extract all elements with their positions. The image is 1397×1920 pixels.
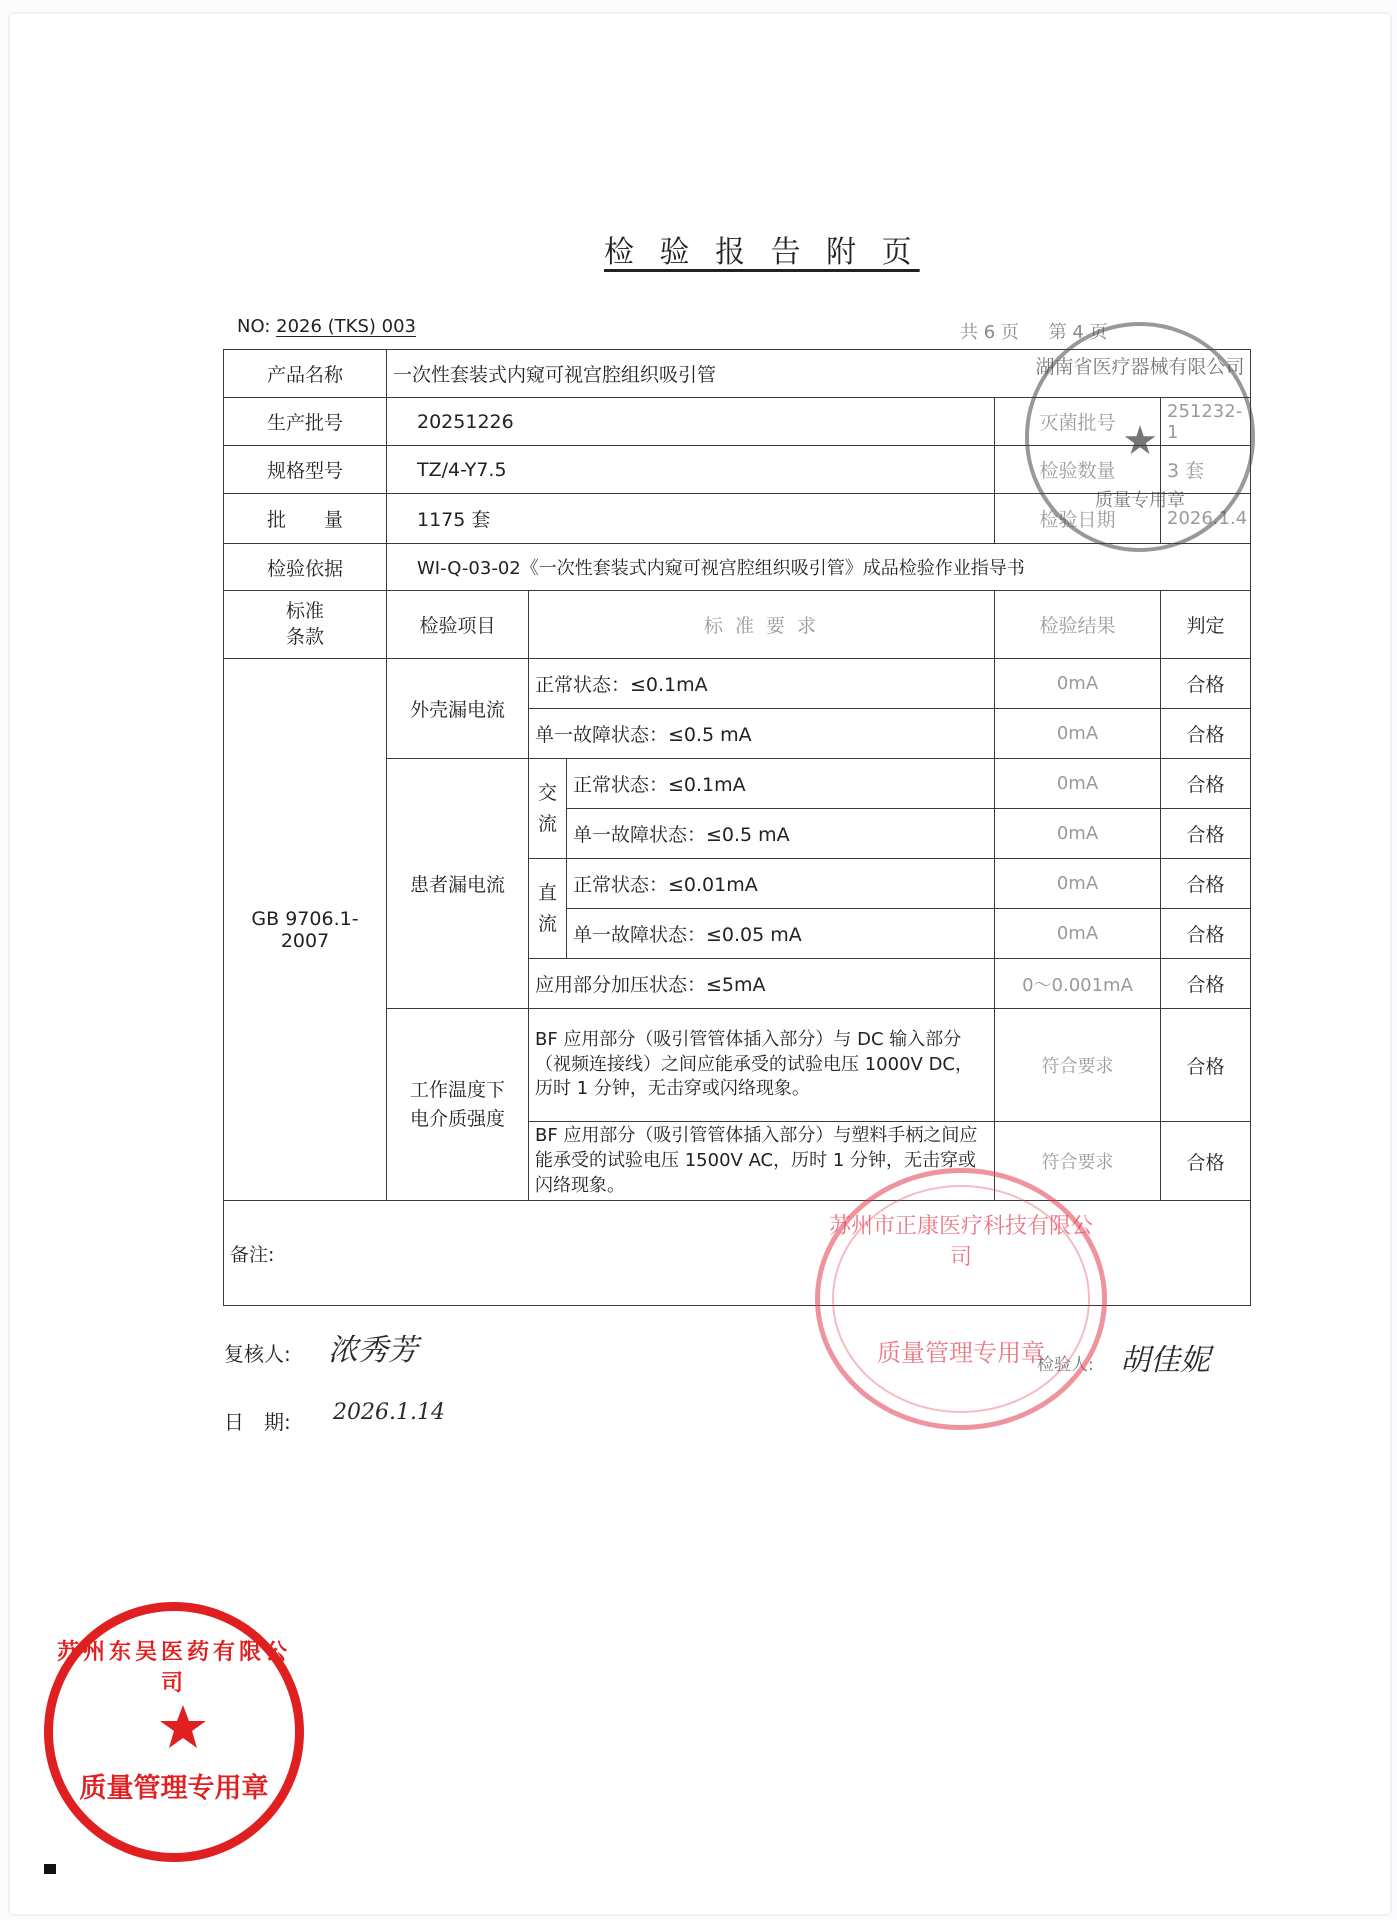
pink-company-stamp: 苏州市正康医疗科技有限公司 质量管理专用章 <box>815 1168 1107 1430</box>
requirement-cell: 单一故障状态：≤0.05 mA <box>567 909 995 959</box>
reviewer-label: 复核人: <box>224 1342 291 1366</box>
lot-label: 批 量 <box>224 494 387 544</box>
requirement-cell: 正常状态：≤0.1mA <box>567 759 995 809</box>
gray-company-stamp: 湖南省医疗器械有限公司 ★ 质量专用章 <box>1025 322 1255 552</box>
result-cell: 0mA <box>995 809 1161 859</box>
item-patient-leakage: 患者漏电流 <box>387 759 529 1009</box>
requirement-cell: 正常状态：≤0.1mA <box>529 659 995 709</box>
date-signature: 2026.1.14 <box>333 1400 445 1425</box>
verdict-cell: 合格 <box>1161 1122 1251 1201</box>
batch-label: 生产批号 <box>224 398 387 446</box>
verdict-cell: 合格 <box>1161 1009 1251 1122</box>
star-icon <box>158 1703 208 1751</box>
header-verdict: 判定 <box>1161 591 1251 659</box>
lot-value: 1175 套 <box>387 494 995 544</box>
document-number-label: NO: <box>237 316 271 337</box>
inspector-signature: 胡佳妮 <box>1120 1343 1210 1378</box>
remark-label: 备注: <box>230 1243 275 1266</box>
verdict-cell: 合格 <box>1161 759 1251 809</box>
basis-value: WI-Q-03-02《一次性套装式内窥可视宫腔组织吸引管》成品检验作业指导书 <box>387 544 1251 591</box>
header-item: 检验项目 <box>387 591 529 659</box>
document-number-value: 2026 (TKS) 003 <box>276 316 417 337</box>
requirement-cell: 正常状态：≤0.01mA <box>567 859 995 909</box>
verdict-cell: 合格 <box>1161 809 1251 859</box>
inspection-date-label: 检验日期 <box>995 494 1161 544</box>
result-cell: 0mA <box>995 709 1161 759</box>
page-title: 检 验 报 告 附 页 <box>604 235 920 270</box>
verdict-cell: 合格 <box>1161 909 1251 959</box>
item-enclosure-leakage: 外壳漏电流 <box>387 659 529 759</box>
result-cell: 0mA <box>995 759 1161 809</box>
requirement-cell: BF 应用部分（吸引管管体插入部分）与塑料手柄之间应能承受的试验电压 1500V AC，历时 1 分钟，无击穿或闪络现象。 <box>529 1122 995 1201</box>
inspector-label: 检验人: <box>1037 1355 1094 1375</box>
inspection-date-value: 2026.1.4 <box>1161 494 1251 544</box>
model-value: TZ/4-Y7.5 <box>387 446 995 494</box>
scan-mark <box>44 1864 56 1874</box>
requirement-cell: 应用部分加压状态：≤5mA <box>529 959 995 1009</box>
quantity-value: 3 套 <box>1161 446 1251 494</box>
item-dielectric-strength: 工作温度下 电介质强度 <box>387 1009 529 1201</box>
quantity-label: 检验数量 <box>995 446 1161 494</box>
verdict-cell: 合格 <box>1161 859 1251 909</box>
standard-clause: GB 9706.1-2007 <box>224 659 387 1201</box>
dc-label: 直流 <box>529 859 567 959</box>
page-current: 第 4 页 <box>1048 322 1108 343</box>
result-cell: 0mA <box>995 909 1161 959</box>
batch-value: 20251226 <box>387 398 995 446</box>
row-header <box>224 591 1251 659</box>
header-clause: 标准 条款 <box>224 591 387 659</box>
header-result: 检验结果 <box>995 591 1161 659</box>
red-company-stamp: 苏州东吴医药有限公司 质量管理专用章 <box>44 1602 304 1862</box>
result-cell: 0～0.001mA <box>995 959 1161 1009</box>
sterilization-value: 251232-1 <box>1161 398 1251 446</box>
product-value: 一次性套装式内窥可视宫腔组织吸引管 <box>387 350 1251 398</box>
requirement-cell: 单一故障状态：≤0.5 mA <box>567 809 995 859</box>
reviewer-signature: 浓秀芳 <box>328 1333 418 1368</box>
product-label: 产品名称 <box>224 350 387 398</box>
result-cell: 符合要求 <box>995 1009 1161 1122</box>
requirement-cell: 单一故障状态：≤0.5 mA <box>529 709 995 759</box>
sterilization-label: 灭菌批号 <box>995 398 1161 446</box>
date-label: 日 期: <box>224 1410 291 1434</box>
table-row <box>224 659 1251 709</box>
row-basis <box>224 544 1251 591</box>
basis-label: 检验依据 <box>224 544 387 591</box>
result-cell: 0mA <box>995 859 1161 909</box>
ac-label: 交流 <box>529 759 567 859</box>
model-label: 规格型号 <box>224 446 387 494</box>
verdict-cell: 合格 <box>1161 709 1251 759</box>
verdict-cell: 合格 <box>1161 959 1251 1009</box>
pages-total: 共 6 页 <box>960 322 1019 343</box>
document-number <box>237 316 416 337</box>
verdict-cell: 合格 <box>1161 659 1251 709</box>
header-requirement: 标 准 要 求 <box>529 591 995 659</box>
result-cell: 符合要求 <box>995 1122 1161 1201</box>
result-cell: 0mA <box>995 659 1161 709</box>
requirement-cell: BF 应用部分（吸引管管体插入部分）与 DC 输入部分（视频连接线）之间应能承受的试验电压 1000V DC，历时 1 分钟，无击穿或闪络现象。 <box>529 1009 995 1122</box>
